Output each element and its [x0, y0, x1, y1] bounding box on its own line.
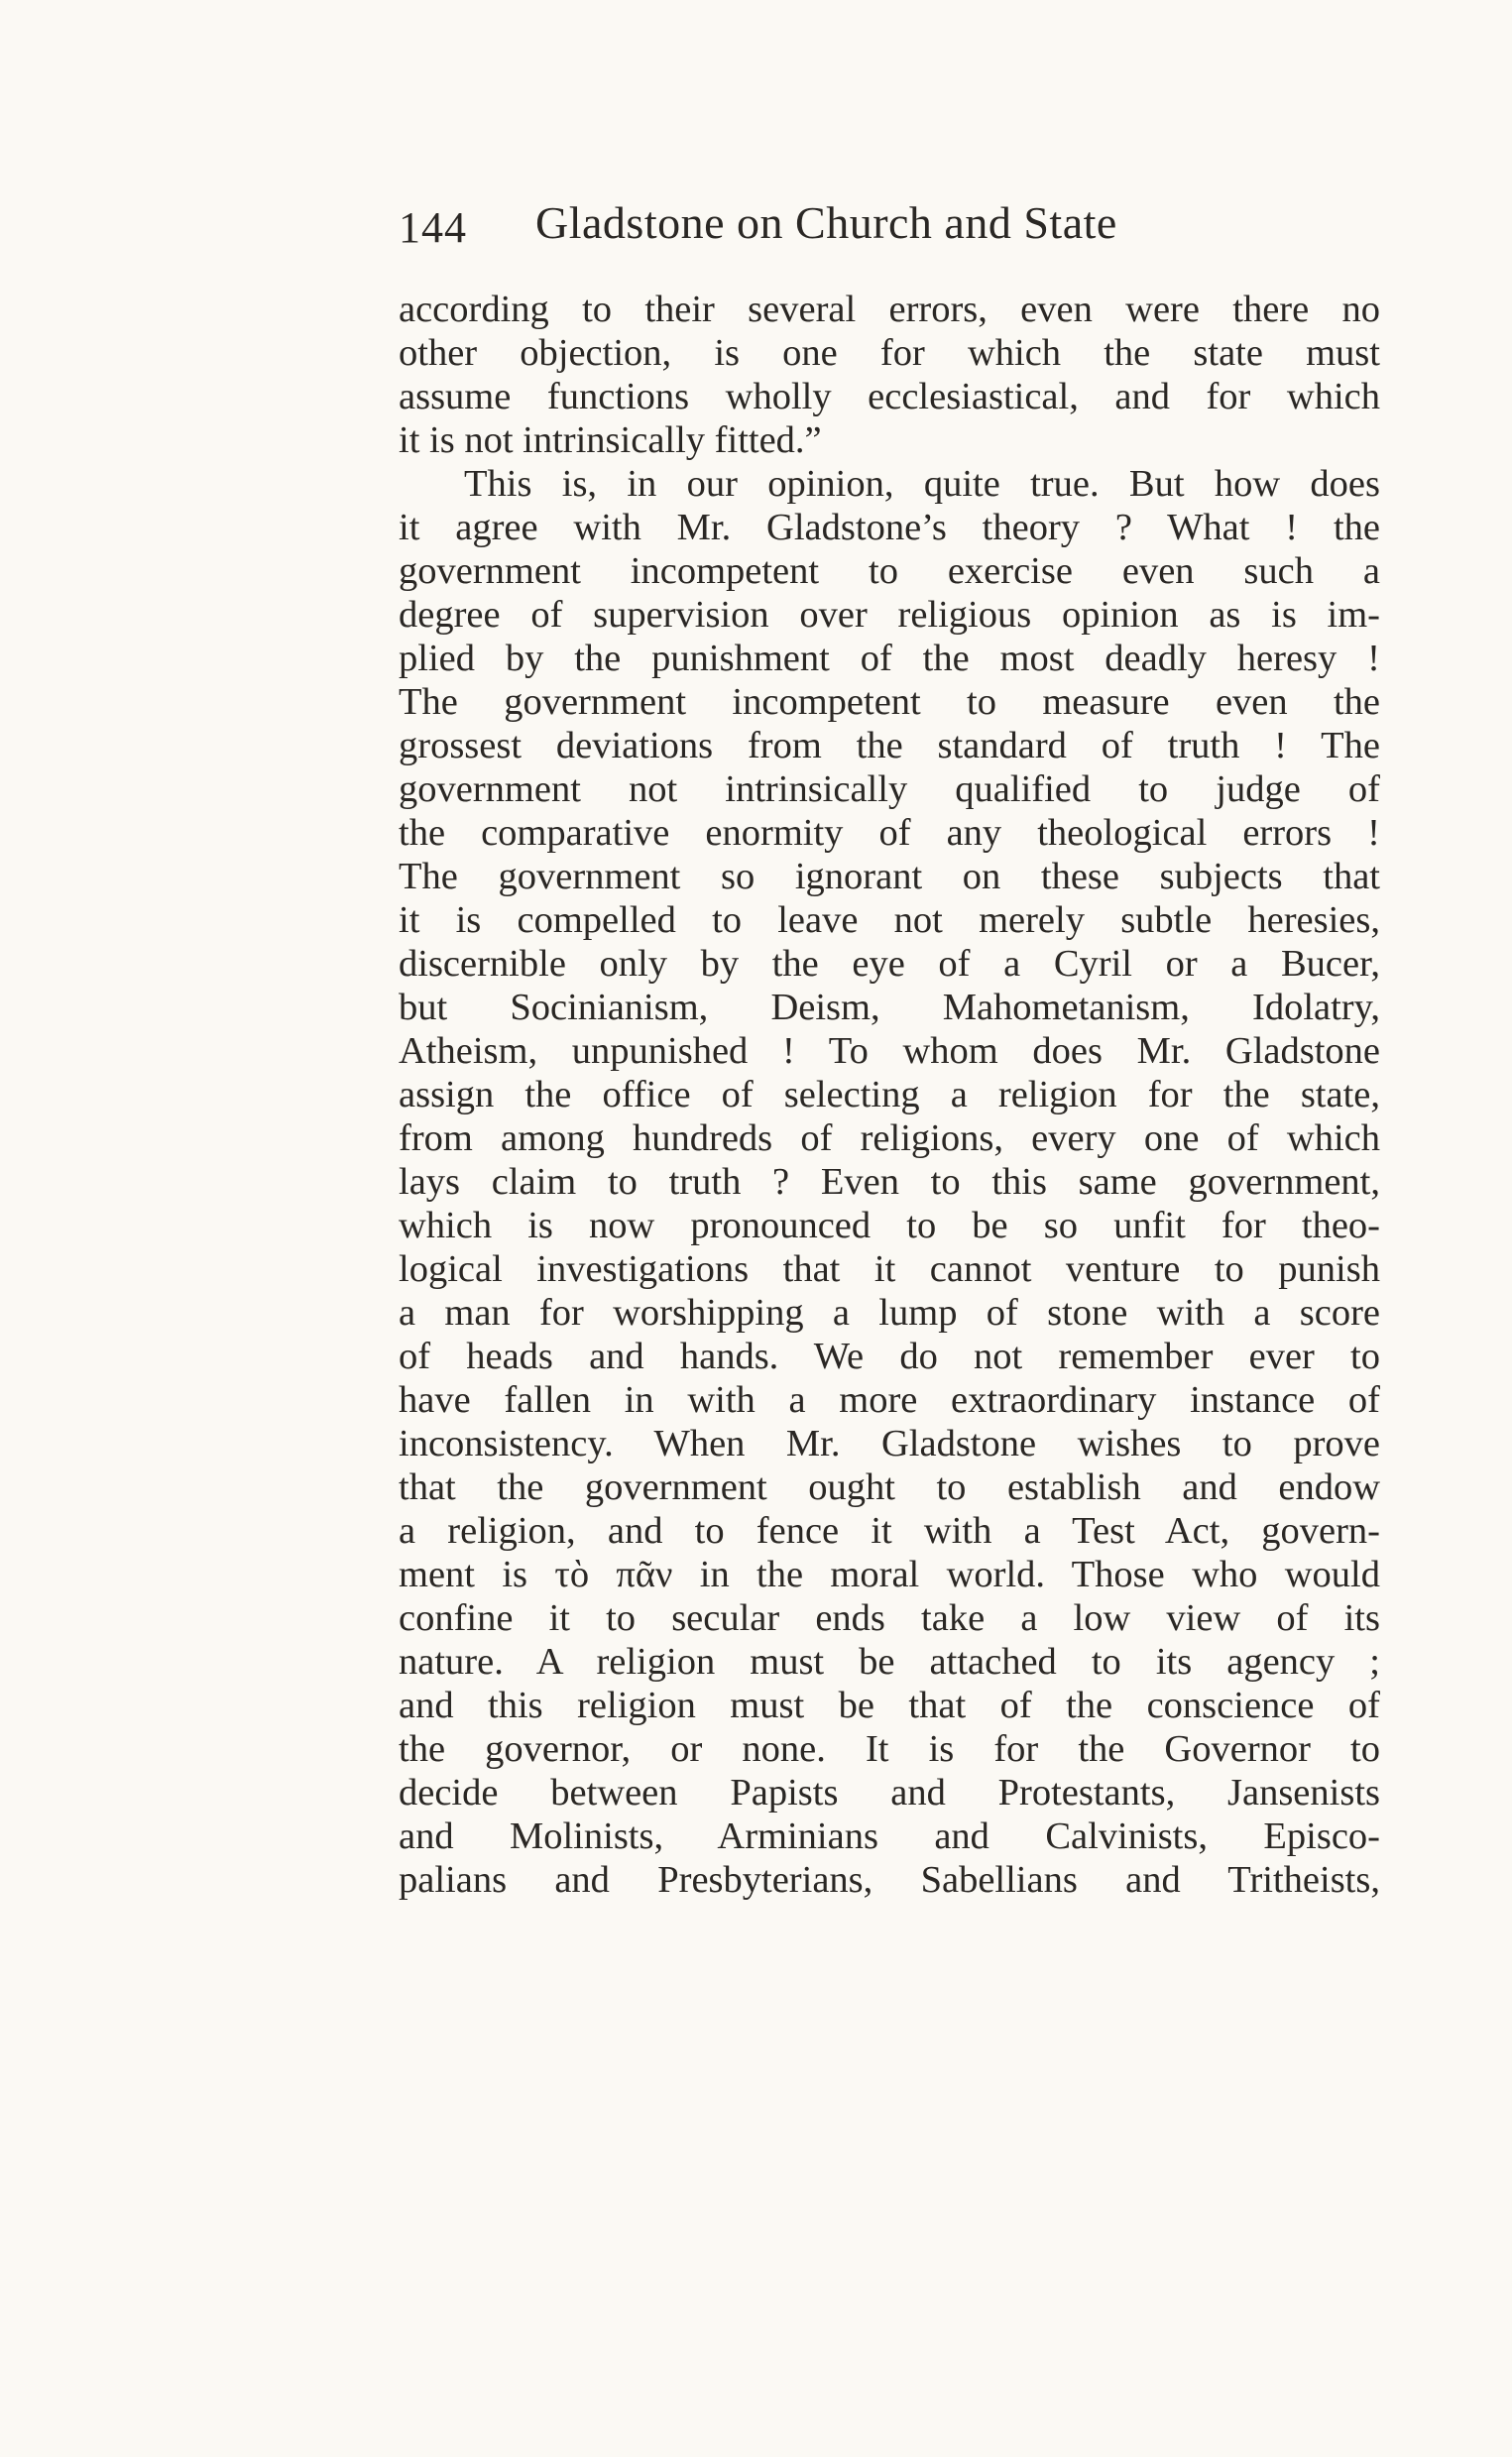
text-line: it is not intrinsically fitted.” [399, 419, 822, 461]
text-line: plied by the punishment of the most deadly heresy ! [399, 638, 1380, 679]
text-line: The government incompetent to measure even the [399, 681, 1380, 723]
text-line: logical investigations that it cannot venture to punish [399, 1248, 1380, 1290]
text-line: government not intrinsically qualified to judge of [399, 768, 1380, 810]
text-line: from among hundreds of religions, every one of which [399, 1117, 1380, 1159]
text-line: palians and Presbyterians, Sabellians and Tritheists, [399, 1859, 1380, 1901]
text-line: the governor, or none. It is for the Governor to [399, 1728, 1380, 1770]
text-line: and this religion must be that of the conscience of [399, 1685, 1380, 1726]
page-header [397, 196, 1378, 256]
text-line: This is, in our opinion, quite true. But how does [464, 463, 1380, 505]
text-line: a religion, and to fence it with a Test Act, govern- [399, 1510, 1380, 1552]
text-line: Atheism, unpunished ! To whom does Mr. Gladstone [399, 1030, 1380, 1072]
text-line: and Molinists, Arminians and Calvinists, Episco- [399, 1815, 1380, 1857]
text-line: other objection, is one for which the state must [399, 332, 1380, 374]
text-line: a man for worshipping a lump of stone with a score [399, 1292, 1380, 1334]
text-line: decide between Papists and Protestants, Jansenists [399, 1772, 1380, 1814]
text-line: inconsistency. When Mr. Gladstone wishes to prove [399, 1423, 1380, 1464]
text-line: grossest deviations from the standard of truth ! The [399, 725, 1380, 766]
text-line: nature. A religion must be attached to its agency ; [399, 1641, 1380, 1683]
text-line: discernible only by the eye of a Cyril or a Bucer, [399, 943, 1380, 985]
text-line: it agree with Mr. Gladstone’s theory ? What ! the [399, 507, 1380, 548]
text-line: lays claim to truth ? Even to this same government, [399, 1161, 1380, 1203]
text-line: the comparative enormity of any theological errors ! [399, 812, 1380, 854]
page-number: 144 [399, 203, 467, 252]
text-line: but Socinianism, Deism, Mahometanism, Idolatry, [399, 987, 1380, 1028]
text-line: confine it to secular ends take a low view of its [399, 1597, 1380, 1639]
text-line: which is now pronounced to be so unfit for theo- [399, 1205, 1380, 1246]
text-line: according to their several errors, even were there no [399, 289, 1380, 330]
running-title: Gladstone on Church and State [535, 197, 1117, 248]
text-line: degree of supervision over religious opinion as is im- [399, 594, 1380, 636]
text-line: it is compelled to leave not merely subtle heresies, [399, 899, 1380, 941]
text-line: that the government ought to establish and endow [399, 1466, 1380, 1508]
text-line: ment is τὸ πᾶν in the moral world. Those who would [399, 1554, 1380, 1595]
text-line: of heads and hands. We do not remember ever to [399, 1336, 1380, 1377]
text-line: government incompetent to exercise even such a [399, 550, 1380, 592]
body-text [399, 288, 1380, 1902]
text-line: assume functions wholly ecclesiastical, and for which [399, 376, 1380, 417]
text-line: have fallen in with a more extraordinary instance of [399, 1379, 1380, 1421]
text-line: assign the office of selecting a religion for the state, [399, 1074, 1380, 1115]
text-line: The government so ignorant on these subjects that [399, 856, 1380, 897]
